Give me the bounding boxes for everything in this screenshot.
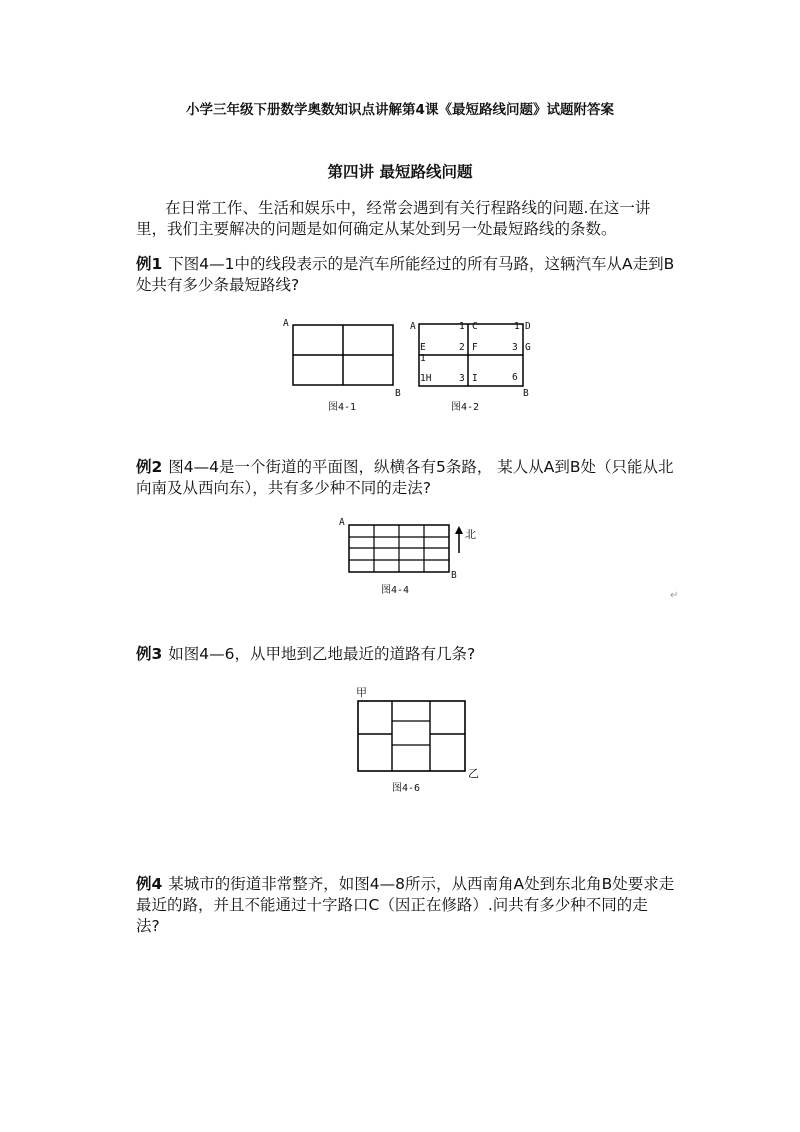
figure-4-6-end-label: 乙 (468, 767, 479, 780)
figure-4-2-count-c: 1 (459, 321, 465, 332)
example-3-line-1 (136, 644, 475, 665)
figure-4-4-label-a: A (339, 517, 345, 528)
figure-4-4-grid (335, 515, 485, 597)
figure-4-2 (405, 318, 535, 413)
example-1-text: 下图4—1中的线段表示的是汽车所能经过的所有马路，这辆汽车从A走到B (168, 255, 675, 273)
example-4-text: 某城市的街道非常整齐，如图4—8所示，从西南角A处到东北角B处要求走 (168, 875, 675, 893)
figure-4-2-count-b: 6 (512, 372, 518, 383)
example-2-label: 例2 (136, 458, 163, 476)
figure-4-4-caption: 图4-4 (381, 585, 410, 596)
figure-4-6 (348, 682, 488, 794)
figure-4-1-label-a: A (283, 318, 289, 329)
figure-4-2-label-d: D (525, 321, 531, 332)
example-2-text: 图4—4是一个街道的平面图，纵横各有5条路， 某人从A到B处（只能从北 (168, 458, 674, 476)
figure-4-1-label-b: B (395, 388, 401, 399)
figure-4-4-label-b: B (451, 570, 457, 581)
example-1-line-1 (136, 254, 674, 275)
figure-4-2-label-h: 1H (420, 373, 432, 384)
lecture-title: 第四讲 最短路线问题 (327, 163, 473, 181)
example-4-label: 例4 (136, 875, 163, 893)
figure-4-2-label-g: G (525, 342, 531, 353)
figure-4-4-north-label: 北 (465, 528, 476, 541)
figure-4-2-label-i: I (472, 373, 478, 384)
example-3-text: 如图4—6，从甲地到乙地最近的道路有几条? (168, 645, 476, 663)
figure-4-1-caption: 图4-1 (328, 402, 357, 413)
figure-4-2-label-b: B (523, 388, 529, 399)
figure-4-2-caption: 图4-2 (451, 402, 480, 413)
figure-4-2-count-g: 3 (512, 342, 518, 353)
figure-4-6-start-label: 甲 (356, 686, 367, 699)
example-1-line-2: 处共有多少条最短路线? (136, 276, 300, 294)
example-4-line-3: 法? (136, 917, 160, 935)
figure-4-4 (335, 515, 485, 597)
example-2-line-2: 向南及从西向东），共有多少种不同的走法? (136, 479, 431, 497)
intro-line-1: 在日常工作、生活和娱乐中，经常会遇到有关行程路线的问题.在这一讲 (165, 199, 651, 217)
document-title: 小学三年级下册数学奥数知识点讲解第4课《最短路线问题》试题附答案 (186, 102, 614, 118)
figure-4-2-label-a: A (410, 321, 416, 332)
figure-4-2-label-f: F (472, 342, 478, 353)
example-3-label: 例3 (136, 645, 163, 663)
example-2-line-1 (136, 457, 674, 478)
figure-4-2-count-i: 3 (459, 373, 465, 384)
figure-4-2-count-f: 2 (459, 342, 465, 353)
figure-4-2-count-e: 1 (420, 353, 426, 364)
figure-4-2-count-d: 1 (514, 321, 520, 332)
example-1-label: 例1 (136, 255, 163, 273)
intro-line-2: 里，我们主要解决的问题是如何确定从某处到另一处最短路线的条数。 (136, 220, 617, 238)
figure-4-2-label-e: E (420, 342, 426, 353)
figure-4-6-grid (348, 682, 488, 794)
paragraph-return-mark: ↵ (670, 590, 679, 601)
figure-4-1 (280, 315, 405, 415)
figure-4-6-caption: 图4-6 (392, 783, 421, 794)
figure-4-2-label-c: C (472, 321, 478, 332)
example-4-line-1 (136, 874, 674, 895)
example-4-line-2: 最近的路，并且不能通过十字路口C（因正在修路）.问共有多少种不同的走 (136, 896, 648, 914)
